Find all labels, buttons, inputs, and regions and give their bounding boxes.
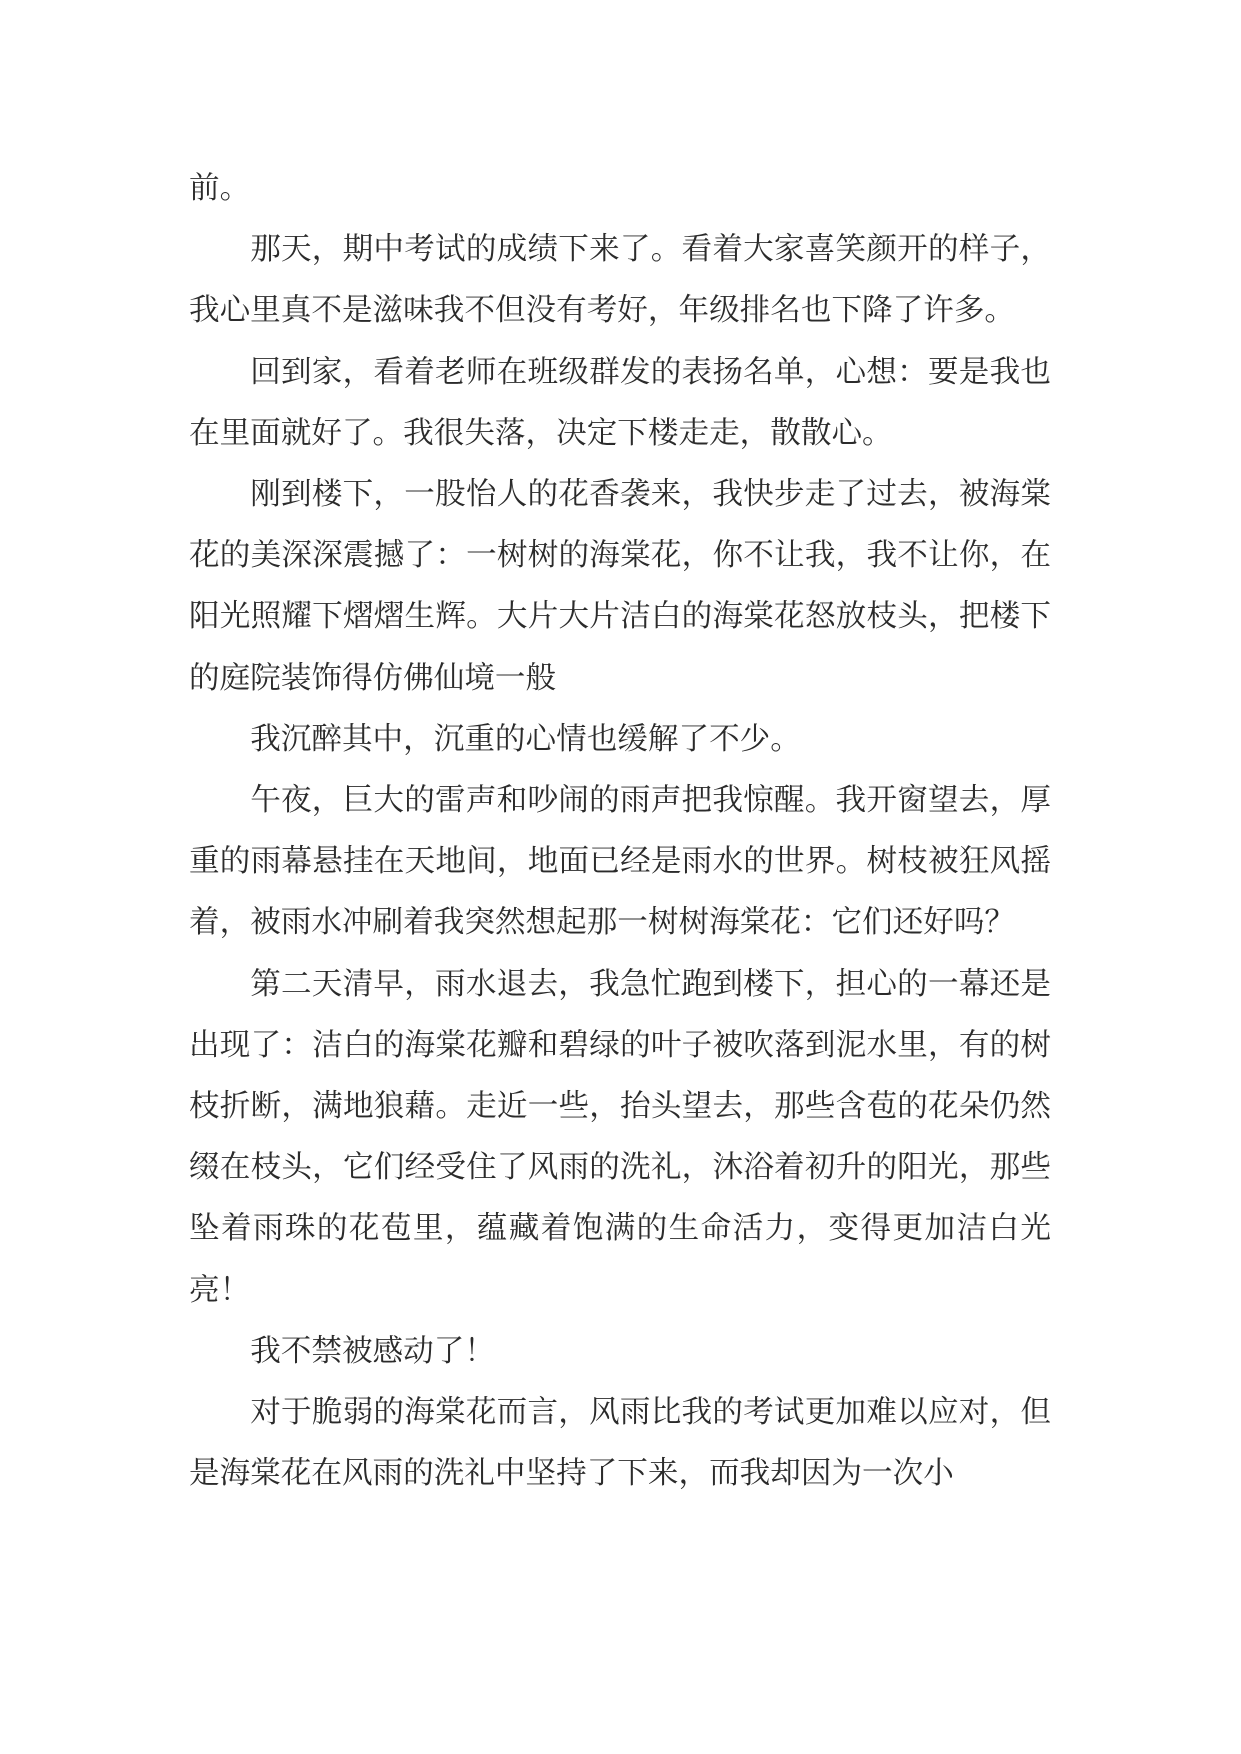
paragraph-midnight-storm: 午夜，巨大的雷声和吵闹的雨声把我惊醒。我开窗望去，厚重的雨幕悬挂在天地间，地面已经是雨水的世界。树枝被狂风摇着，被雨水冲刷着我突然想起那一树树海棠花：它们还好吗？ [189,783,1051,941]
paragraph-moved: 我不禁被感动了！ [250,1333,495,1369]
body-text [189,158,1051,1504]
paragraph-going-home: 回到家，看着老师在班级群发的表扬名单，心想：要是我也在里面就好了。我很失落，决定下楼走走，散散心。 [189,354,1051,451]
paragraph-reflection: 对于脆弱的海棠花而言，风雨比我的考试更加难以应对，但是海棠花在风雨的洗礼中坚持了下来，而我却因为一次小 [189,1395,1051,1492]
paragraph-continuation: 前。 [189,171,251,206]
paragraph-exam-results: 那天，期中考试的成绩下来了。看着大家喜笑颜开的样子，我心里真不是滋味我不但没有考好，年级排名也下降了许多。 [189,232,1051,329]
paragraph-next-morning: 第二天清早，雨水退去，我急忙跑到楼下，担心的一幕还是出现了：洁白的海棠花瓣和碧绿的叶子被吹落到泥水里，有的树枝折断，满地狼藉。走近一些，抬头望去，那些含苞的花朵仍然缀在枝头，它们经受住了风雨的洗礼，沐浴着初升的阳光，那些坠着雨珠的花苞里，蕴藏着饱满的生命活力，变得更加洁白光亮！ [189,966,1051,1308]
paragraph-intoxicated: 我沉醉其中，沉重的心情也缓解了不少。 [250,721,801,757]
paragraph-begonia-flowers: 刚到楼下，一股怡人的花香袭来，我快步走了过去，被海棠花的美深深震撼了：一树树的海棠花，你不让我，我不让你，在阳光照耀下熠熠生辉。大片大片洁白的海棠花怒放枝头，把楼下的庭院装饰得仿佛仙境一般 [189,477,1051,696]
